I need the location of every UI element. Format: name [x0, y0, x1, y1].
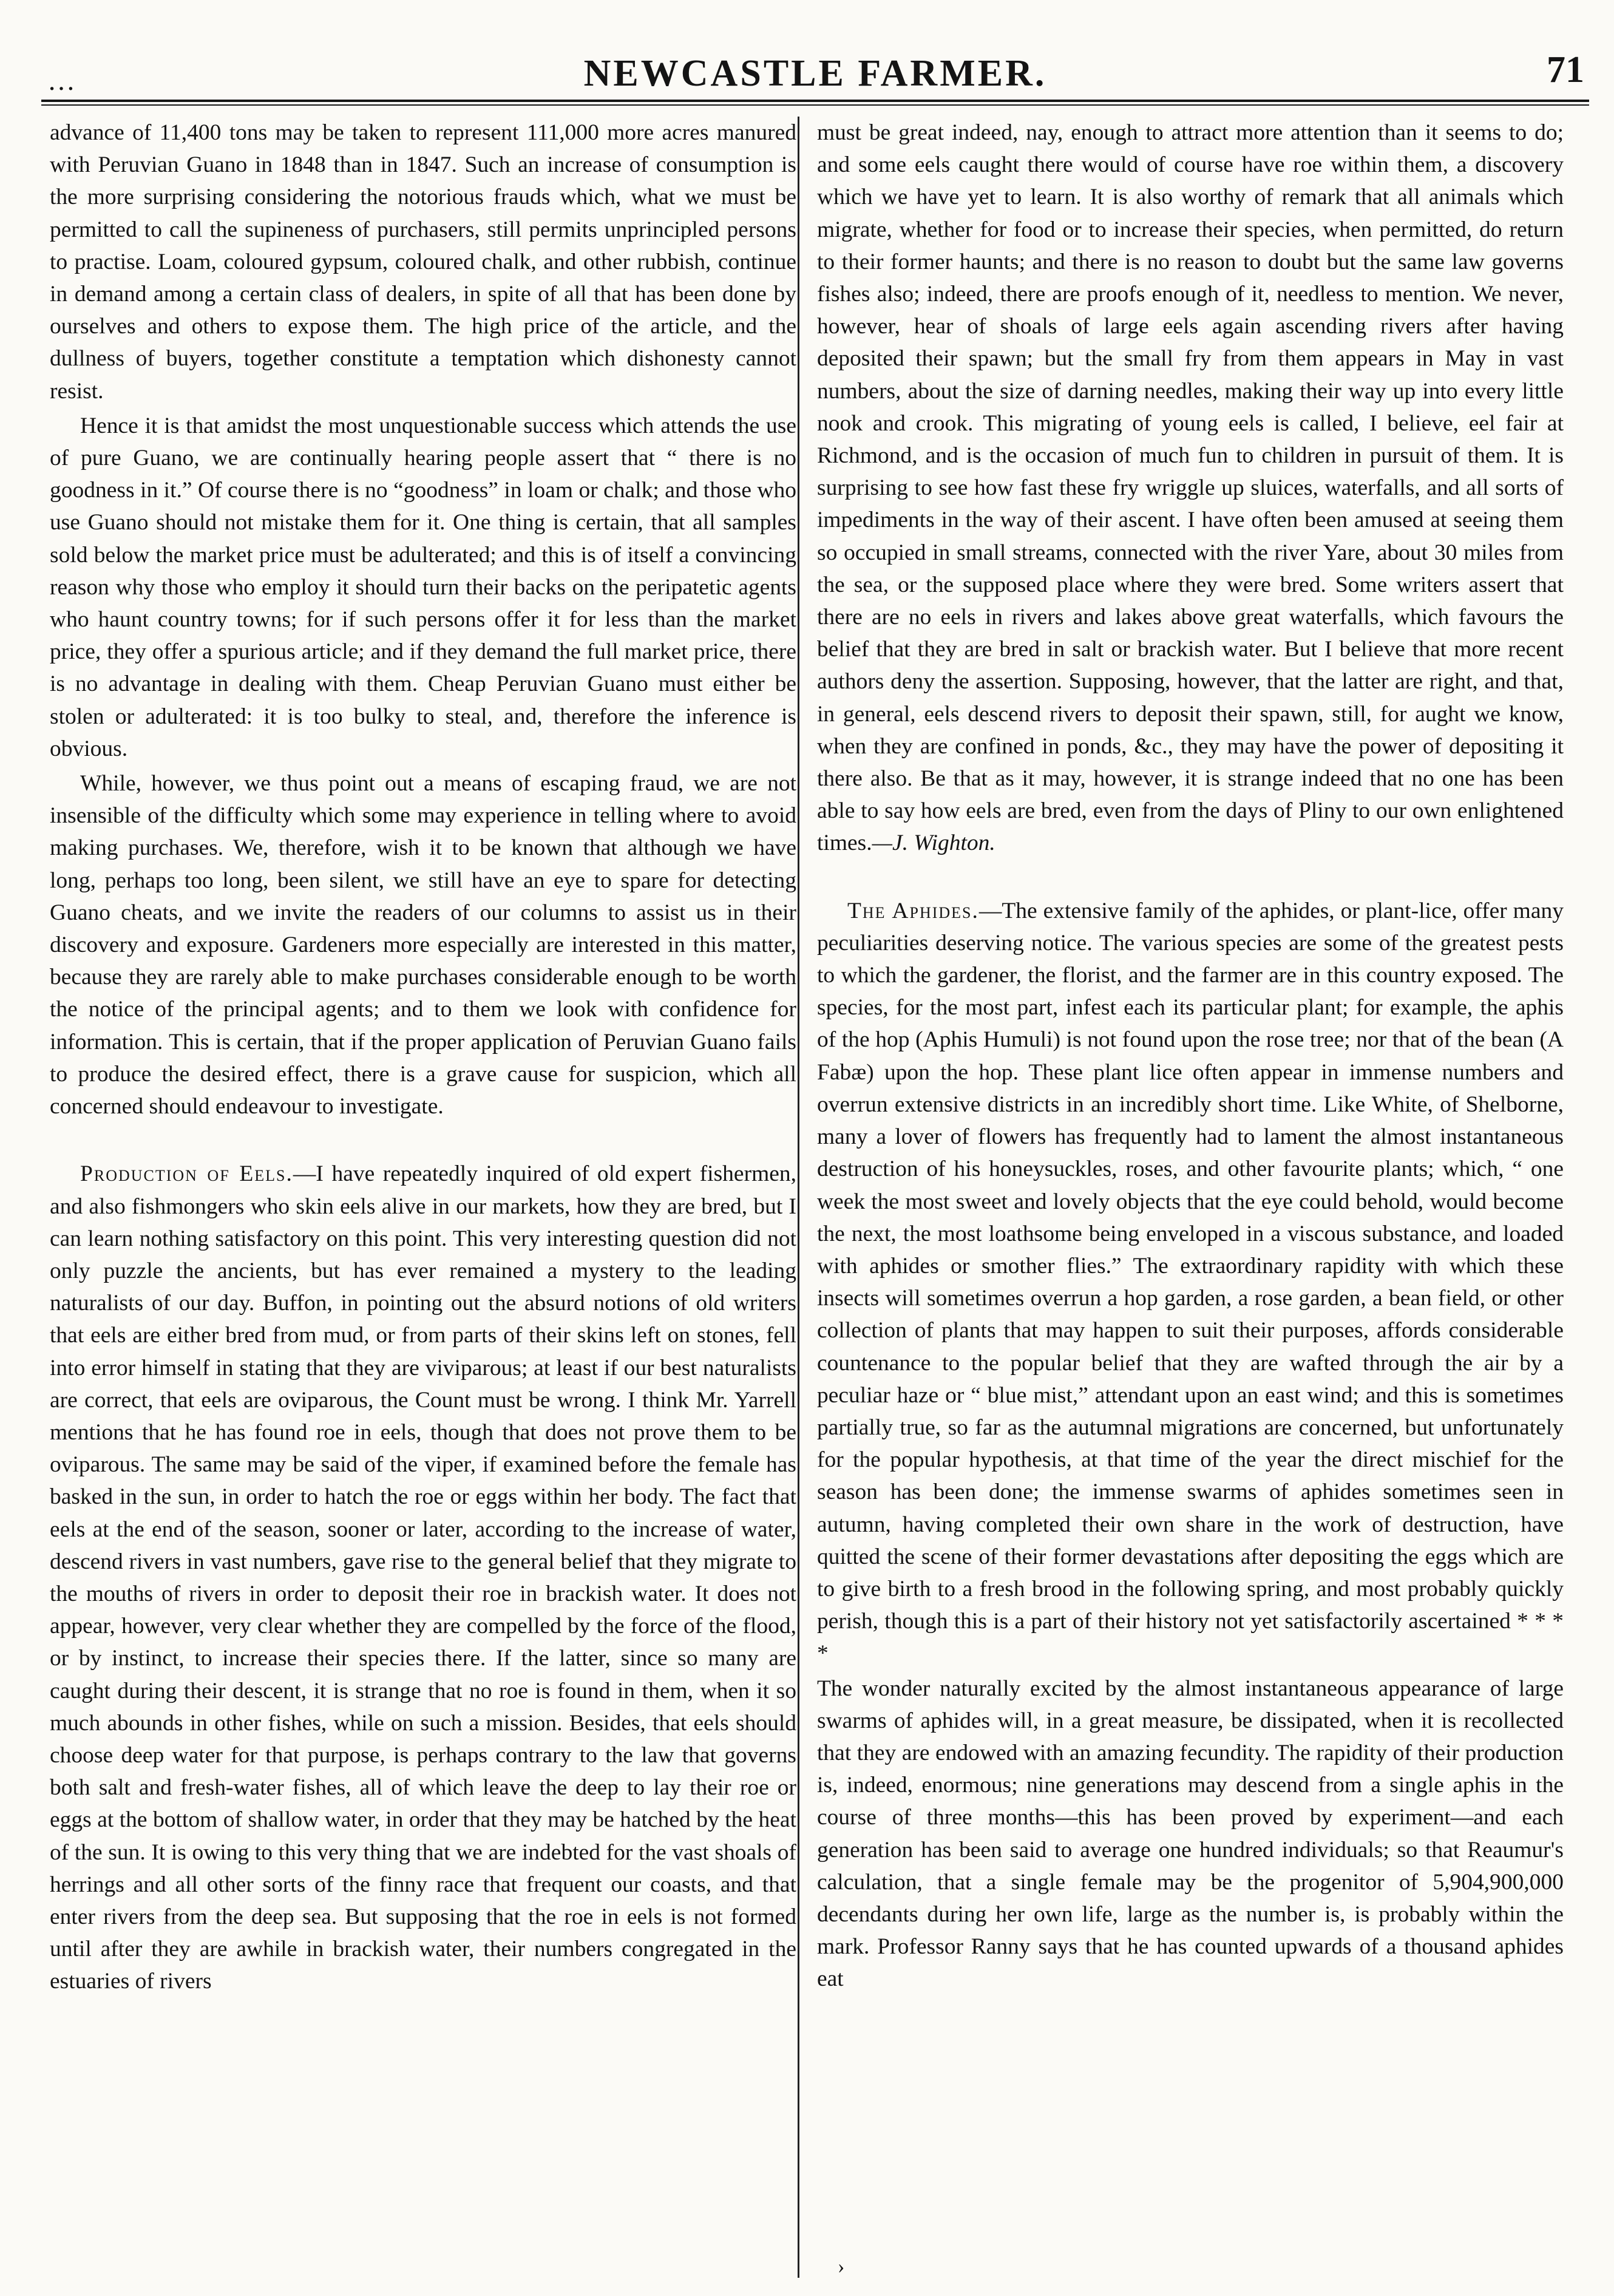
page-number: 71	[1547, 49, 1584, 90]
column-divider	[798, 117, 799, 2278]
header-left-marks: …	[47, 65, 80, 96]
eels-continuation	[817, 117, 1564, 860]
header-rule-thin	[41, 104, 1589, 106]
eels-signature: —J. Wighton.	[872, 830, 995, 856]
page-header	[41, 38, 1589, 98]
eels-paragraph-2: must be great indeed, nay, enough to attract more attention than it seems to do; and some eels caught there would of course have roe within them, a discovery which we have yet to learn. It is also worthy of remark that all animals which migrate, whether for food or to increase their species, when permitted, do return to their former haunts; and there is no reason to doubt but the same law governs fishes also; indeed, there are proofs enough of it, needless to mention. We never, however, hear of shoals of large eels again ascending rivers after having deposited their spawn; but the small fry from them appears in May in vast numbers, about the size of darning needles, making their way up into every little nook and crook. This migrating of young eels is called, I believe, eel fair at Richmond, and is the occasion of much fun to children in pursuit of them. It is surprising to see how fast these fry wriggle up sluices, waterfalls, and all sorts of impediments in the way of their ascent. I have often been amused at seeing them so occupied in small streams, connected with the river Yare, about 30 miles from the sea, or the supposed place where they were bred. Some writers assert that there are no eels in rivers and lakes above great waterfalls, which favours the belief that they are bred in salt or brackish water. But I believe that more recent authors deny the assertion. Supposing, however, that the latter are right, and that, in general, eels descend rivers to deposit their spawn, still, for aught we know, when they are confined in ponds, &c., they may have the power of depositing it there also. Be that as it may, however, it is strange indeed that no one has been able to say how eels are bred, even from the days of Pliny to our own enlightened times.	[817, 120, 1564, 856]
newspaper-title: NEWCASTLE FARMER.	[583, 53, 1047, 94]
guano-paragraph-1: advance of 11,400 tons may be taken to represent 111,000 more acres manured with Peruvian Guano in 1848 than in 1847. Such an increase of consumption is the more surprising considering the notorious frauds which, what we must be permitted to call the supineness of purchasers, still permits unprincipled persons to practise. Loam, coloured gypsum, coloured chalk, and other rubbish, continue in demand among a certain class of dealers, in spite of all that has been done by ourselves and others to expose them. The high price of the article, and the dullness of buyers, together constitute a temptation which dishonesty cannot resist.	[50, 120, 796, 404]
right-column	[817, 117, 1564, 1998]
aphides-article	[817, 895, 1564, 1670]
aphides-paragraph-1: —The extensive family of the aphides, or plant-lice, offer many peculiarities deserving notice. The various species are some of the greatest pests to which the gardener, the florist, and the farmer are in this country exposed. The species, for the most part, infest each its particular plant; for example, the aphis of the hop (Aphis Humuli) is not found upon the rose tree; nor that of the bean (A Fabæ) upon the hop. These plant lice often appear in immense numbers and overrun extensive districts in an incredibly short time. Like White, of Shelborne, many a lover of flowers has frequently had to lament the almost instantaneous destruction of his honeysuckles, roses, and other favourite plants; which, “ one week the most sweet and lovely objects that the eye could behold, would become the next, the most loathsome being enveloped in a viscous substance, and loaded with aphides or smother flies.” The extraordinary rapidity with which these insects will sometimes overrun a hop garden, a rose garden, a bean field, or other collection of plants that may happen to suit their purposes, affords considerable countenance to the popular belief that they are wafted through the air by a peculiar haze or “ blue mist,” attendant upon an east wind; and this is sometimes partially true, so far as the autumnal migrations are concerned, but unfortunately for the popular hypothesis, at that time of the year the direct mischief for the season has been done; the immense swarms of aphides sometimes seen in autumn, having completed their own share in the work of destruction, have quitted the scene of their former devastations after depositing the eggs which are to give birth to a fresh brood in the following spring, and most probably quickly perish, though this is a part of their history not yet satisfactorily ascertained * * * *	[817, 898, 1564, 1666]
eels-heading: Production of Eels.	[80, 1161, 293, 1187]
aphides-paragraph-2: The wonder naturally excited by the almost instantaneous appearance of large swarms of aphides will, in a great measure, be dissipated, when it is recollected that they are endowed with an amazing fecundity. The rapidity of their production is, indeed, enormous; nine generations may descend from a single aphis in the course of three months—this has been proved by experiment—and each generation has been said to average one hundred individuals; so that Reaumur's calculation, that a single female may be the progenitor of 5,904,900,000 decendants during her own life, large as the number is, is probably within the mark. Professor Ranny says that he has counted upwards of a thousand aphides eat	[817, 1676, 1564, 1992]
footer-mark: ›	[838, 2255, 845, 2278]
left-column	[50, 117, 796, 2000]
guano-paragraph-2: Hence it is that amidst the most unquestionable success which attends the use of pure Guano, we are continually hearing people assert that “ there is no goodness in it.” Of course there is no “goodness” in loam or chalk; and those who use Guano should not mistake them for it. One thing is certain, that all samples sold below the market price must be adulterated; and this is of itself a convincing reason why those who employ it should turn their backs on the peripatetic agents who haunt country towns; for if such persons offer it for less than the market price, they offer a spurious article; and if they demand the full market price, there is no advantage in dealing with them. Cheap Peruvian Guano must either be stolen or adulterated: it is too bulky to steal, and, therefore the inference is obvious.	[50, 413, 796, 761]
eels-paragraph-1: —I have repeatedly inquired of old expert fishermen, and also fishmongers who skin eels alive in our markets, how they are bred, but I can learn nothing satisfactory on this point. This very interesting question did not only puzzle the ancients, but has ever remained a mystery to the leading naturalists of our day. Buffon, in pointing out the absurd notions of old writers that eels are either bred from mud, or from parts of their skins left on stones, fell into error himself in stating that they are viviparous; at least if our best naturalists are correct, that eels are oviparous, the Count must be wrong. I think Mr. Yarrell mentions that he has found roe in eels, though that does not prove them to be oviparous. The same may be said of the viper, if examined before the female has basked in the sun, in order to hatch the roe or eggs within her body. The fact that eels at the end of the season, sooner or later, according to the increase of water, descend rivers in vast numbers, gave rise to the general belief that they migrate to the mouths of rivers in order to deposit their roe in brackish water. It does not appear, however, very clear whether they are compelled by the force of the flood, or by instinct, to increase their species there. If the latter, since so many are caught during their descent, it is strange that no roe is found in them, when it so much abounds in other fishes, while on such a mission. Besides, that eels should choose deep water for that purpose, is perhaps contrary to the law that governs both salt and fresh-water fishes, all of which leave the deep to lay their roe or eggs at the bottom of shallow water, in order that they may be hatched by the heat of the sun. It is owing to this very thing that we are indebted for the vast shoals of herrings and all other sorts of the finny race that frequent our coasts, and that enter rivers from the deep sea. But supposing that the roe in eels is not formed until after they are awhile in brackish water, their numbers congregated in the estuaries of rivers	[50, 1161, 797, 1994]
header-rule-thick	[41, 100, 1589, 102]
eels-article	[50, 1158, 796, 1997]
aphides-heading: The Aphides.	[847, 898, 979, 923]
guano-paragraph-3: While, however, we thus point out a means of escaping fraud, we are not insensible of the difficulty which some may experience in telling where to avoid making purchases. We, therefore, wish it to be known that although we have long, perhaps too long, been silent, we still have an eye to spare for detecting Guano cheats, and we invite the readers of our columns to assist us in their discovery and exposure. Gardeners more especially are interested in this matter, because they are rarely able to make purchases considerable enough to be worth the notice of the principal agents; and to them we look with confidence for information. This is certain, that if the proper application of Peruvian Guano fails to produce the desired effect, there is a grave cause for suspicion, which all concerned should endeavour to investigate.	[50, 771, 796, 1119]
